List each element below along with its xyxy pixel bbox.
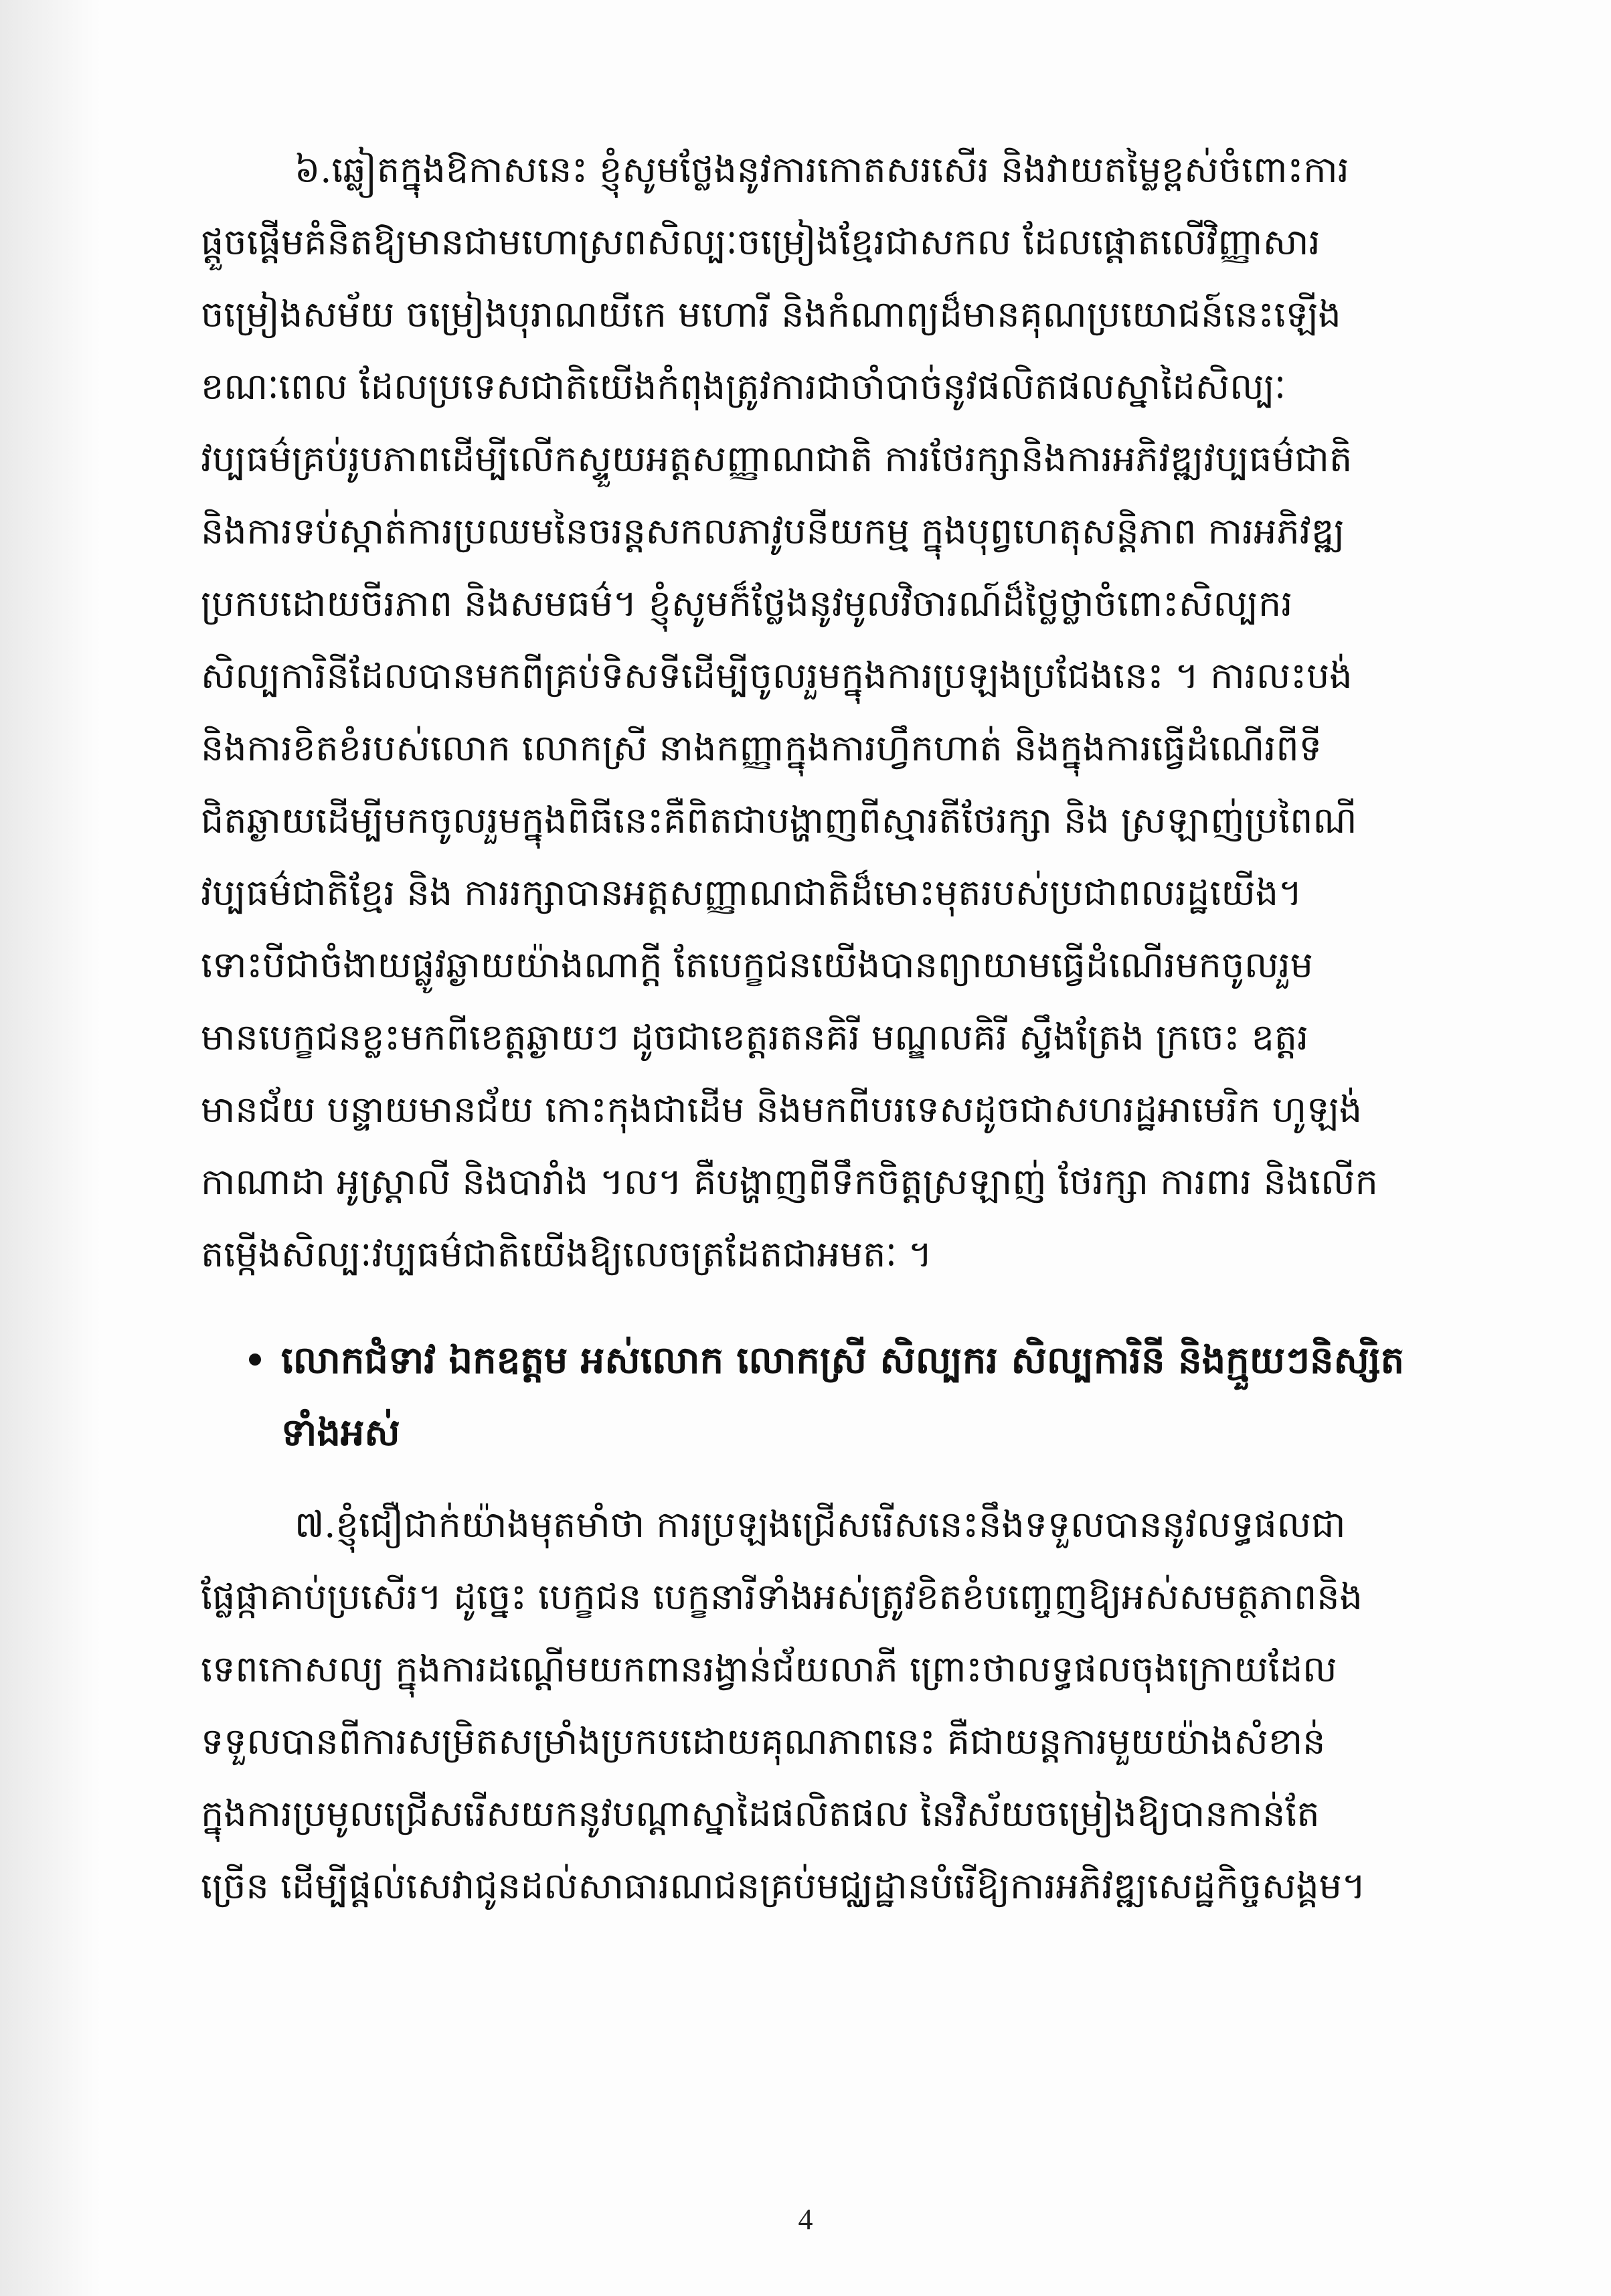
paragraph-7 [201, 1489, 1533, 1922]
text-line: កាណាដា អូស្ត្រាលី និងបារាំង ។ល។ គឺបង្ហាញពីទឹកចិត្តស្រឡាញ់ ថែរក្សា ការពារ និងលើក [201, 1161, 1378, 1203]
salutation-line: លោកជំទាវ ឯកឧត្តម អស់លោក លោកស្រី សិល្បករ សិល្បការិនី និងក្មួយៗនិស្សិត [281, 1338, 1405, 1382]
text-line: ៦.ឆ្លៀតក្នុងឱកាសនេះ ខ្ញុំសូមថ្លែងនូវការកោតសរសើរ និងវាយតម្លៃខ្ពស់ចំពោះការ [294, 149, 1349, 191]
text-line: ទេពកោសល្យ ក្នុងការដណ្តើមយកពានរង្វាន់ជ័យលាភី ព្រោះថាលទ្ធផលចុងក្រោយដែល [201, 1648, 1337, 1690]
text-line: តម្កើងសិល្បៈវប្បធម៌ជាតិយើងឱ្យលេចត្រដែតជាអមតៈ ។ [201, 1233, 932, 1275]
text-line: វប្បធម៌គ្រប់រូបភាពដើម្បីលើកស្ទួយអត្តសញ្ញាណជាតិ ការថែរក្សានិងការអភិវឌ្ឍវប្បធម៌ជាតិ [201, 438, 1353, 480]
text-line: មានជ័យ បន្ទាយមានជ័យ កោះកុងជាដើម និងមកពីបរទេសដូចជាសហរដ្ឋអាមេរិក ហូឡង់ [201, 1088, 1363, 1131]
page-content [201, 134, 1533, 1922]
text-line: ក្នុងការប្រមូលជ្រើសរើសយកនូវបណ្តាស្នាដៃផលិតផល នៃវិស័យចម្រៀងឱ្យបានកាន់តែ [201, 1793, 1320, 1835]
text-line: និងការទប់ស្កាត់ការប្រឈមនៃចរន្តសកលភាវូបនីយកម្ម ក្នុងបុព្វហេតុសន្តិភាព ការអភិវឌ្ឍ [201, 510, 1345, 552]
scan-shadow [0, 0, 100, 2296]
salutation-line: ទាំងអស់ [281, 1410, 400, 1455]
text-line: ជិតឆ្ងាយដើម្បីមកចូលរួមក្នុងពិធីនេះគឺពិតជាបង្ហាញពីស្មារតីថែរក្សា និង ស្រឡាញ់ប្រពៃណី [201, 799, 1357, 841]
text-line: ទទួលបានពីការសម្រិតសម្រាំងប្រកបដោយគុណភាពនេះ គឺជាយន្តការមួយយ៉ាងសំខាន់ [201, 1720, 1326, 1762]
text-line: សិល្បការិនីដែលបានមកពីគ្រប់ទិសទីដើម្បីចូលរួមក្នុងការប្រឡងប្រជែងនេះ ។ ការលះបង់ [201, 655, 1353, 697]
text-line: និងការខិតខំរបស់លោក លោកស្រី នាងកញ្ញាក្នុងការហ្វឹកហាត់ និងក្នុងការធ្វើដំណើរពីទី [201, 727, 1322, 769]
text-line: មានបេក្ខជនខ្លះមកពីខេត្តឆ្ងាយៗ ដូចជាខេត្តរតនគិរី មណ្ឌលគិរី ស្ទឹងត្រែង ក្រចេះ ឧត្តរ [201, 1016, 1309, 1058]
text-line: ប្រកបដោយចីរភាព និងសមធម៌។ ខ្ញុំសូមក៏ថ្លែងនូវមូលវិចារណ៍ដ៏ថ្លៃថ្លាចំពោះសិល្បករ [201, 582, 1293, 625]
bullet-icon [249, 1354, 261, 1366]
page-number: 4 [798, 2203, 813, 2236]
paragraph-6 [201, 134, 1533, 1291]
text-line: ច្រើន ដើម្បីផ្តល់សេវាជូនដល់សាធារណជនគ្រប់មជ្ឈដ្ឋានបំរើឱ្យការអភិវឌ្ឍសេដ្ឋកិច្ចសង្គម។ [201, 1865, 1366, 1907]
text-line: ចម្រៀងសម័យ ចម្រៀងបុរាណយីកេ មហោរី និងកំណាព្យដ៏មានគុណប្រយោជន៍នេះឡើង [201, 293, 1341, 335]
text-line: ៧.ខ្ញុំជឿជាក់យ៉ាងមុតមាំថា ការប្រឡងជ្រើសរើសនេះនឹងទទួលបាននូវលទ្ធផលជា [294, 1503, 1346, 1546]
salutation-bullet [201, 1324, 1533, 1469]
text-line: ផ្លែផ្កាគាប់ប្រសើរ។ ដូច្នេះ បេក្ខជន បេក្ខនារីទាំងអស់ត្រូវខិតខំបញ្ចេញឱ្យអស់សមត្ថភាពនិង [201, 1576, 1363, 1618]
text-line: វប្បធម៌ជាតិខ្មែរ និង ការរក្សាបានអត្តសញ្ញាណជាតិដ៏មោះមុតរបស់ប្រជាពលរដ្ឋយើង។ [201, 872, 1302, 914]
text-line: ខណៈពេល ដែលប្រទេសជាតិយើងកំពុងត្រូវការជាចាំបាច់នូវផលិតផលស្នាដៃសិល្បៈ [201, 365, 1286, 408]
text-line: ផ្តួចផ្តើមគំនិតឱ្យមានជាមហោស្រពសិល្បៈចម្រៀងខ្មែរជាសកល ដែលផ្តោតលើវិញ្ញាសារ [201, 221, 1321, 263]
text-line: ទោះបីជាចំងាយផ្លូវឆ្ងាយយ៉ាងណាក្តី តែបេក្ខជនយើងបានព្យាយាមធ្វើដំណើរមកចូលរួម [201, 944, 1313, 986]
